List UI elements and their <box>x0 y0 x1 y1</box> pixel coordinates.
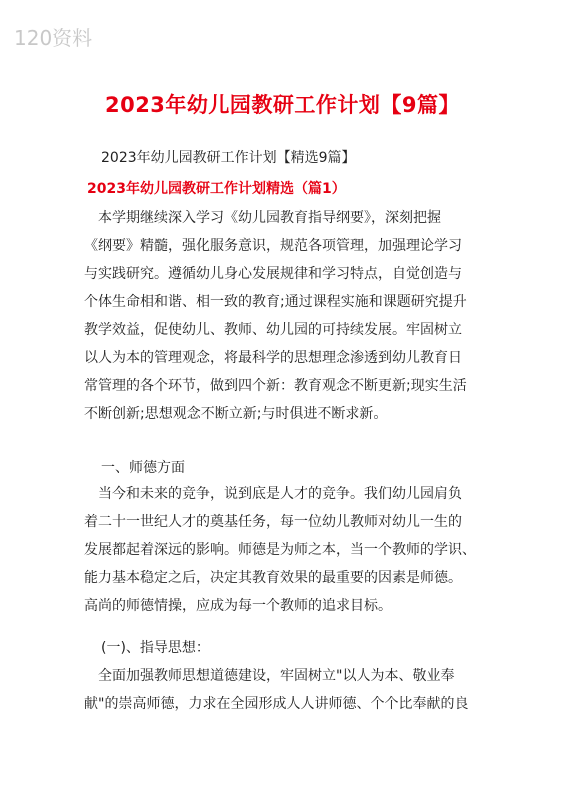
page-title: 2023年幼儿园教研工作计划【9篇】 <box>104 93 461 117</box>
paragraph-line: 不断创新;思想观念不断立新;与时俱进不断求新。 <box>84 406 388 422</box>
section-heading: 一、师德方面 <box>101 460 185 476</box>
paragraph-line: 本学期继续深入学习《幼儿园教育指导纲要》，深刻把握 <box>84 210 441 226</box>
paragraph-line: 常管理的各个环节，做到四个新：教育观念不断更新;现实生活 <box>84 378 467 394</box>
subsection-heading: (一)、指导思想： <box>101 640 210 656</box>
watermark: 120资料 <box>14 26 93 50</box>
paragraph-1 <box>84 204 496 428</box>
paragraph-line: 以人为本的管理观念，将最科学的思想理念渗透到幼儿教育日 <box>84 350 462 366</box>
section-title: 2023年幼儿园教研工作计划精选（篇1） <box>87 181 346 197</box>
paragraph-line: 当今和未来的竞争，说到底是人才的竞争。我们幼儿园肩负 <box>84 486 462 502</box>
paragraph-line: 着二十一世纪人才的奠基任务，每一位幼儿教师对幼儿一生的 <box>84 514 462 530</box>
paragraph-line: 献"的崇高师德，力求在全园形成人人讲师德、个个比奉献的良 <box>84 696 469 712</box>
paragraph-line: 发展都起着深远的影响。师德是为师之本，当一个教师的学识、 <box>84 542 476 558</box>
paragraph-line: 个体生命相和谐、相一致的教育;通过课程实施和课题研究提升 <box>84 294 467 310</box>
paragraph-line: 全面加强教师思想道德建设，牢固树立"以人为本、敬业奉 <box>84 668 455 684</box>
paragraph-line: 与实践研究。遵循幼儿身心发展规律和学习特点，自觉创造与 <box>84 266 462 282</box>
paragraph-line: 能力基本稳定之后，决定其教育效果的最重要的因素是师德。 <box>84 570 462 586</box>
document-subtitle: 2023年幼儿园教研工作计划【精选9篇】 <box>101 150 356 166</box>
paragraph-line: 教学效益，促使幼儿、教师、幼儿园的可持续发展。牢固树立 <box>84 322 462 338</box>
paragraph-line: 高尚的师德情操，应成为每一个教师的追求目标。 <box>84 598 392 614</box>
paragraph-2 <box>84 480 496 620</box>
paragraph-line: 《纲要》精髓，强化服务意识，规范各项管理，加强理论学习 <box>84 238 462 254</box>
paragraph-3 <box>84 662 496 718</box>
